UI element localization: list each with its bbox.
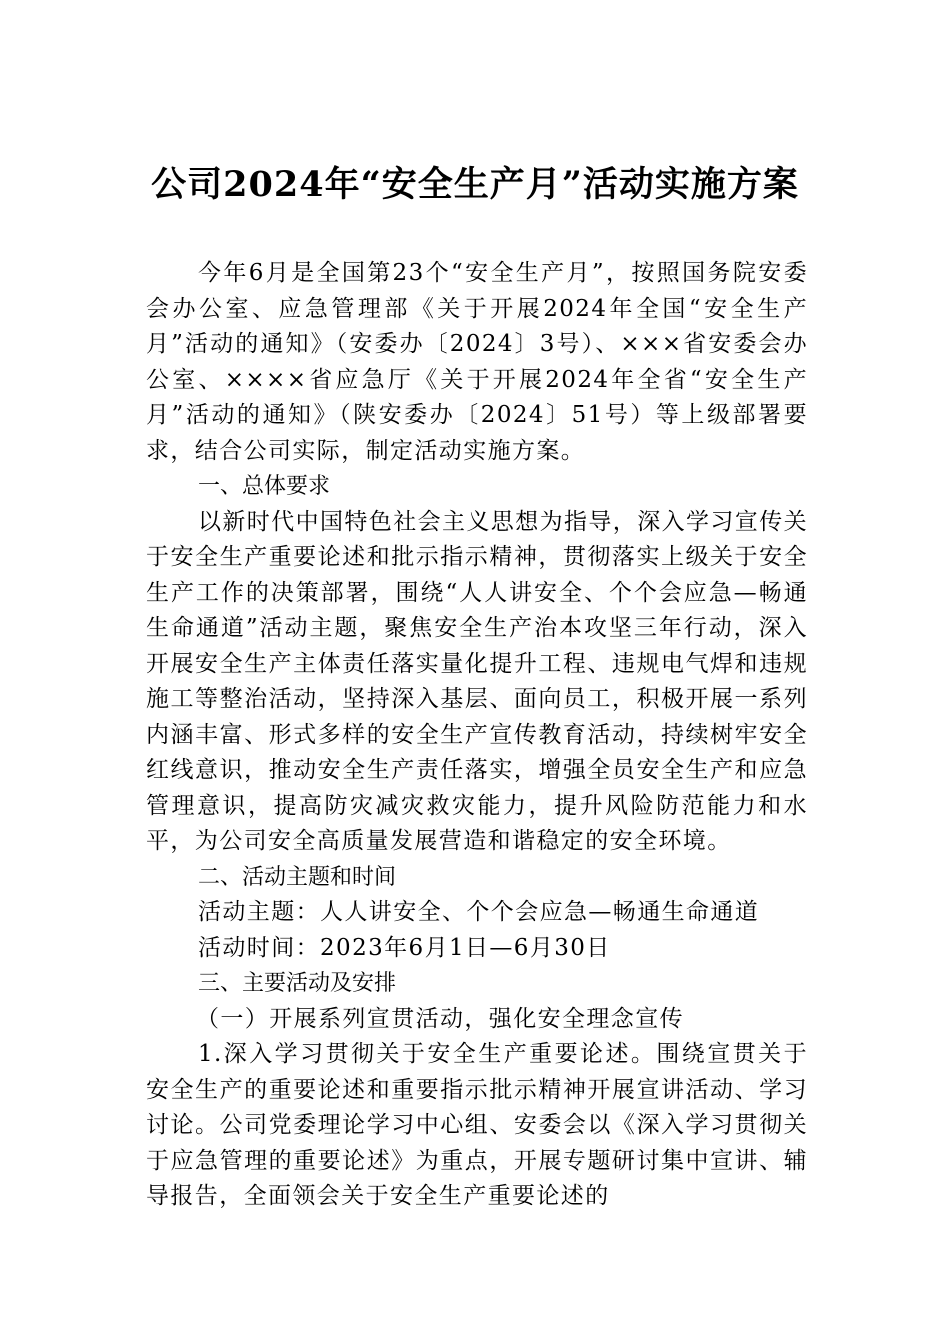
section-3-heading: 三、主要活动及安排 <box>198 971 397 996</box>
section-3-subheading: （一）开展系列宣贯活动，强化安全理念宣传 <box>196 1005 684 1032</box>
section-3-item-1: 1.深入学习贯彻关于安全生产重要论述。围绕宣贯关于安全生产的重要论述和重要指示批示精神开展宣讲活动、学习讨论。公司党委理论学习中心组、安委会以《深入学习贯彻关于应急管理的重要论述》为重点，开展专题研讨集中宣讲、辅导报告，全面领会关于安全生产重要论述的 <box>146 1041 808 1209</box>
document-body <box>146 256 808 1215</box>
section-1-heading: 一、总体要求 <box>198 474 331 499</box>
activity-time-line: 活动时间：2023年6月1日—6月30日 <box>198 934 611 961</box>
intro-paragraph: 今年6月是全国第23个“安全生产月”，按照国务院安委会办公室、应急管理部《关于开展2024年全国“安全生产月”活动的通知》（安委办〔2024〕3号）、×××省安委会办公室、××××省应急厅《关于开展2024年全省“安全生产月”活动的通知》（陕安委办〔2024〕51号）等上级部署要求，结合公司实际，制定活动实施方案。 <box>146 260 808 464</box>
section-1-paragraph: 以新时代中国特色社会主义思想为指导，深入学习宣传关于安全生产重要论述和批示指示精神，贯彻落实上级关于安全生产工作的决策部署，围绕“人人讲安全、个个会应急—畅通生命通道”活动主题，聚焦安全生产治本攻坚三年行动，深入开展安全生产主体责任落实量化提升工程、违规电气焊和违规施工等整治活动，坚持深入基层、面向员工，积极开展一系列内涵丰富、形式多样的安全生产宣传教育活动，持续树牢安全红线意识，推动安全生产责任落实，增强全员安全生产和应急管理意识，提高防灾减灾救灾能力，提升风险防范能力和水平，为公司安全高质量发展营造和谐稳定的安全环境。 <box>146 508 808 854</box>
section-2-heading: 二、活动主题和时间 <box>198 864 397 890</box>
activity-theme-line: 活动主题：人人讲安全、个个会应急—畅通生命通道 <box>198 899 760 925</box>
document-title: 公司2024年“安全生产月”活动实施方案 <box>151 164 799 205</box>
